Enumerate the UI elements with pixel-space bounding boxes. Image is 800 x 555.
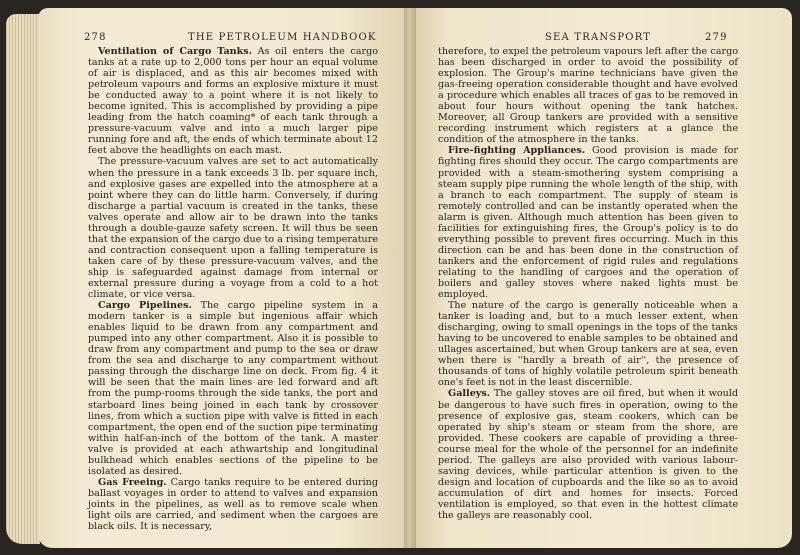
- paragraph-text: The cargo pipeline system in a modern tanker is a simple but ingenious affair which enables liquid to be drawn from any compartment and pumped into any other compartment. Also it is possible to draw from any compartment and pump to the sea or draw from the sea and discharge to any compartment without passing through the discharge line on deck. From fig. 4 it will be seen that the main lines are led forward and aft from the pump-rooms through the side tanks, the port and starboard lines being joined in each tank by crossover lines, from which a suction pipe with valve is fitted in each compartment, the open end of the suction pipe terminating within half-an-inch of the bottom of the tank. A master valve is provided at each athwartship and longitudinal bulkhead which enables sections of the pipeline to be isolated as desired.: [88, 300, 378, 477]
- right-body-text: [438, 46, 738, 521]
- paragraph-heading: Ventilation of Cargo Tanks.: [98, 46, 253, 57]
- left-running-head: THE PETROLEUM HANDBOOK: [188, 32, 377, 43]
- paragraph: [88, 477, 378, 532]
- paragraph: [438, 388, 738, 521]
- paragraph: [88, 156, 378, 300]
- paragraph-text: The nature of the cargo is generally noticeable when a tanker is loading and, but to a much lesser extent, when discharging, owing to small openings in the tops of the tanks having to be uncovered to enable samples to be obtained and ullages ascertained, but when Group tankers are at sea, even when there is ''hardly a breath of air'', the presence of thousands of tons of highly volatile petroleum spirit beneath one's feet is not in the least discernible.: [438, 300, 738, 389]
- left-page-number: 278: [84, 32, 107, 43]
- left-page: [38, 8, 410, 548]
- paragraph: [438, 145, 738, 300]
- paragraph-heading: Fire-fighting Appliances.: [448, 145, 586, 157]
- paragraph-text: As oil enters the cargo tanks at a rate up to 2,000 tons per hour an equal volume of air is displaced, and as this air becomes mixed with petroleum vapours and forms an explosive mixture it must be conducted away to a point where it is not likely to become ignited. This is accomplished by providing a pipe leading from the hatch coaming* of each tank through a pressure-vacuum valve and into a much larger pipe running fore and aft, the ends of which terminate about 12 feet above the headlights on each mast.: [88, 46, 378, 157]
- paragraph-text: Cargo tanks require to be entered during ballast voyages in order to attend to valves and expansion joints in the pipelines, as well as to remove scale when light oils are carried, and sediment when the cargoes are black oils. It is necessary,: [88, 476, 378, 533]
- book-gutter: [404, 8, 416, 548]
- paragraph: [438, 46, 738, 145]
- page-edges: [6, 14, 40, 544]
- left-body-text: [88, 46, 378, 532]
- paragraph-text: Good provision is made for fighting fires should they occur. The cargo compartments are provided with a steam-smothering system comprising a steam supply pipe running the whole length of the ship, with a branch to each compartment. The supply of steam is remotely controlled and can be instantly operated when the alarm is given. Although much attention has been given to facilities for extinguishing fires, the Group's policy is to do everything possible to prevent fires occurring. Much in this direction can be and has been done in the construction of tankers and the enforcement of rigid rules and regulations relating to the handling of cargoes and the operation of boilers and galley stoves where naked lights must be employed.: [438, 145, 738, 301]
- paragraph-text: The pressure-vacuum valves are set to act automatically when the pressure in a tank exceeds 3 lb. per square inch, and explosive gases are expelled into the atmosphere at a point where they can do little harm. Conversely, if during discharge a partial vacuum is created in the tanks, these valves operate and allow air to be drawn into the tanks through a double-gauze safety screen. It will thus be seen that the expansion of the cargo due to a rising temperature and contraction consequent upon a falling temperature is taken care of by these pressure-vacuum valves, and the ship is safeguarded against damage from internal or external pressure during a voyage from a cold to a hot climate, or vice versa.: [88, 156, 378, 301]
- paragraph-heading: Galleys.: [448, 388, 491, 400]
- paragraph: [88, 46, 378, 156]
- right-page-number: 279: [705, 32, 728, 43]
- right-running-head: SEA TRANSPORT: [545, 32, 652, 43]
- paragraph-text: The galley stoves are oil fired, but when it would be dangerous to have such fires in operation, owing to the presence of explosive gas, steam cookers, which can be operated by ship's steam or steam from the shore, are provided. These cookers are capable of providing a three-course meal for the whole of the personnel for an indefinite period. The galleys are also provided with various labour-saving devices, while particular attention is given to the design and location of cupboards and the like so as to avoid accumulation of dirt and homes for insects. Forced ventilation is employed, so that even in the hottest climate the galleys are reasonably cool.: [438, 388, 738, 521]
- right-page: [410, 8, 792, 548]
- paragraph-text: therefore, to expel the petroleum vapours left after the cargo has been discharged in order to avoid the possibility of explosion. The Group's marine technicians have given the gas-freeing operation considerable thought and have evolved a procedure which enables all traces of gas to be removed in about four hours without opening the tank hatches. Moreover, all Group tankers are provided with a sensitive recording instrument which registers at a glance the condition of the atmosphere in the tanks.: [438, 46, 738, 146]
- paragraph: [88, 300, 378, 477]
- paragraph-heading: Cargo Pipelines.: [98, 300, 192, 312]
- paragraph-heading: Gas Freeing.: [98, 476, 167, 488]
- paragraph: [438, 300, 738, 388]
